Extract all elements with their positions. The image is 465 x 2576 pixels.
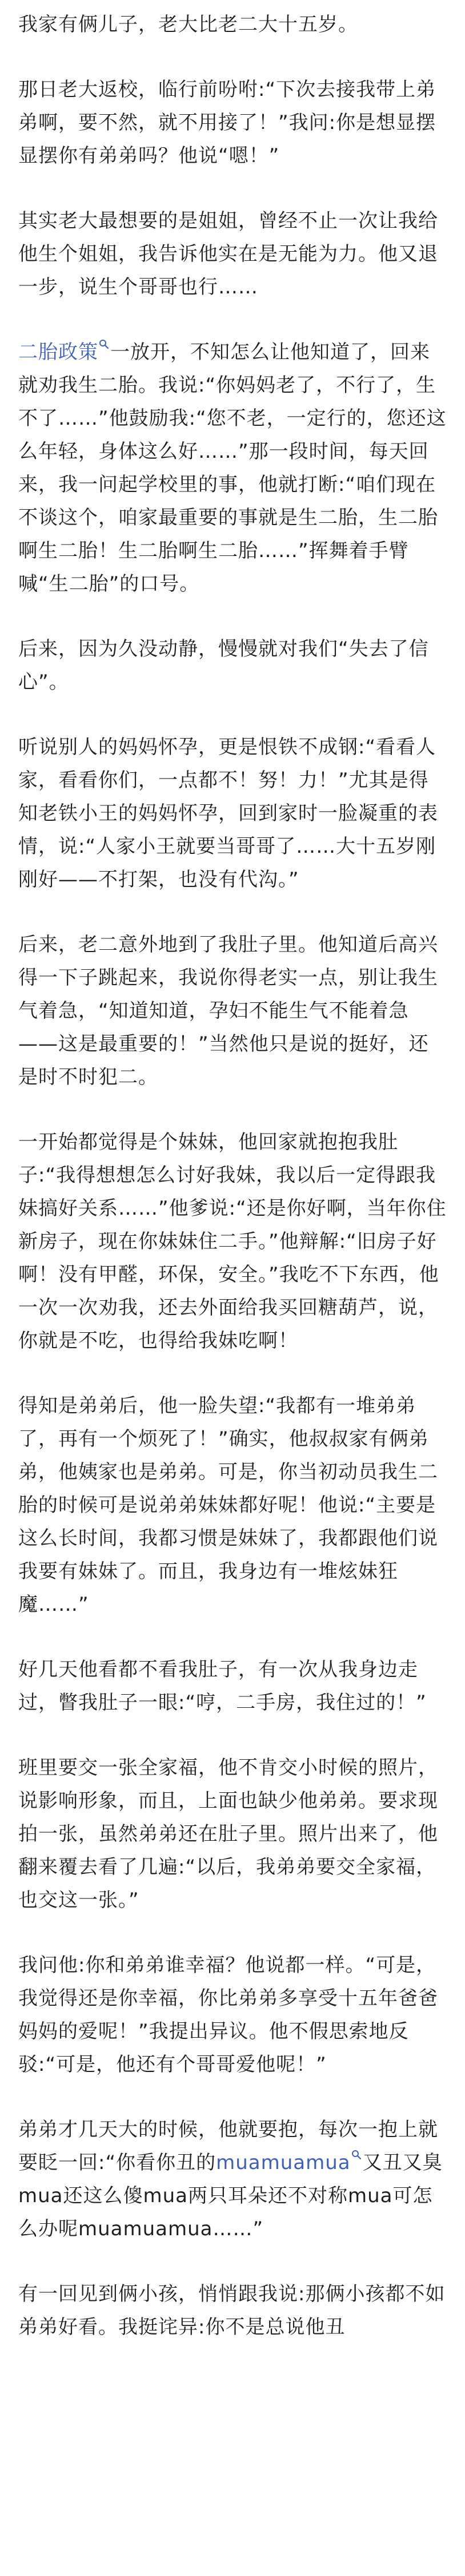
paragraph-text: 又丑又臭mua还这么傻mua两只耳朵还不对称mua可怎么办呢muamuamua……” bbox=[18, 2151, 443, 2240]
paragraph-3 bbox=[18, 204, 447, 304]
paragraph-text: 一放开，不知怎么让他知道了，回来就劝我生二胎。我说:“你妈妈老了，不行了，生不了……”他鼓励我:“您不老，一定行的，您还这么年轻，身体这么好……”那一段时间，每天回来，我一问起学校里的事，他就打断:“咱们现在不谈这个，咱家最重要的事就是生二胎，生二胎啊生二胎！生二胎啊生二胎……”挥舞着手臂喊“生二胎”的口号。 bbox=[18, 341, 447, 595]
paragraph-text: 弟弟才几天大的时候，他就要抱，每次一抱上就要眨一回:“你看你丑的 bbox=[18, 2118, 438, 2174]
keyword-link-muamuamua[interactable]: muamuamua bbox=[216, 2151, 351, 2174]
paragraph-5 bbox=[18, 632, 447, 699]
paragraph-8 bbox=[18, 1126, 447, 1357]
paragraph-7 bbox=[18, 928, 447, 1094]
paragraph-9 bbox=[18, 1389, 447, 1621]
paragraph-13 bbox=[18, 2113, 447, 2246]
paragraph-text: 后来，因为久没动静，慢慢就对我们“失去了信心”。 bbox=[18, 638, 429, 694]
paragraph-text: 我问他:你和弟弟谁幸福？他说都一样。“可是，我觉得还是你幸福，你比弟弟多享受十五年爸爸妈妈的爱呢！”我提出异议。他不假思索地反驳:“可是，他还有个哥哥爱他呢！” bbox=[18, 1954, 438, 2076]
search-icon[interactable] bbox=[99, 339, 109, 349]
paragraph-text: 其实老大最想要的是姐姐，曾经不止一次让我给他生个姐姐，我告诉他实在是无能为力。他又退一步，说生个哥哥也行…… bbox=[18, 209, 438, 299]
search-icon[interactable] bbox=[351, 2150, 362, 2160]
paragraph-2 bbox=[18, 73, 447, 172]
paragraph-12 bbox=[18, 1949, 447, 2081]
paragraph-text: 班里要交一张全家福，他不肯交小时候的照片，说影响形象，而且，上面也缺少他弟弟。要求现拍一张，虽然弟弟还在肚子里。照片出来了，他翻来覆去看了几遍:“以后，我弟弟要交全家福，也交这一张。” bbox=[18, 1756, 438, 1912]
paragraph-10 bbox=[18, 1653, 447, 1719]
paragraph-14 bbox=[18, 2277, 447, 2344]
paragraph-text: 一开始都觉得是个妹妹，他回家就抱抱我肚子:“我得想想怎么讨好我妹，我以后一定得跟我妹搞好关系……”他爹说:“还是你好啊，当年你住新房子，现在你妹妹住二手。”他辩解:“旧房子好啊！没有甲醛，环保，安全。”我吃不下东西，他一次一次劝我，还去外面给我买回糖葫芦，说，你就是不吃，也得给我妹吃啊！ bbox=[18, 1131, 447, 1352]
paragraph-text: 听说别人的妈妈怀孕，更是恨铁不成钢:“看看人家，看看你们，一点都不！努！力！”尤其是得知老铁小王的妈妈怀孕，回到家时一脸凝重的表情，说:“人家小王就要当哥哥了……大十五岁刚刚好——不打架，也没有代沟。” bbox=[18, 736, 438, 891]
paragraph-4 bbox=[18, 336, 447, 600]
paragraph-text: 有一回见到俩小孩，悄悄跟我说:那俩小孩都不如弟弟好看。我挺诧异:你不是总说他丑 bbox=[18, 2283, 446, 2339]
paragraph-1 bbox=[18, 8, 447, 41]
paragraph-text: 那日老大返校，临行前吩咐:“下次去接我带上弟弟啊，要不然，就不用接了！”我问:你是想显摆显摆你有弟弟吗？他说“嗯！” bbox=[18, 78, 436, 167]
keyword-link-second-child-policy[interactable]: 二胎政策 bbox=[18, 341, 98, 364]
paragraph-text: 得知是弟弟后，他一脸失望:“我都有一堆弟弟了，再有一个烦死了！”确实，他叔叔家有俩弟弟，他姨家也是弟弟。可是，你当初动员我生二胎的时候可是说弟弟妹妹都好呢！他说:“主要是这么长时间，我都习惯是妹妹了，我都跟他们说我要有妹妹了。而且，我身边有一堆炫妹狂魔……” bbox=[18, 1394, 438, 1616]
paragraph-text: 后来，老二意外地到了我肚子里。他知道后高兴得一下子跳起来，我说你得老实一点，别让我生气着急，“知道知道，孕妇不能生气不能着急——这是最重要的！”当然他只是说的挺好，还是时不时犯二。 bbox=[18, 933, 438, 1089]
paragraph-text: 好几天他看都不看我肚子，有一次从我身边走过，瞥我肚子一眼:“哼，二手房，我住过的！” bbox=[18, 1658, 427, 1714]
paragraph-11 bbox=[18, 1751, 447, 1917]
paragraph-text: 我家有俩儿子，老大比老二大十五岁。 bbox=[18, 13, 358, 36]
paragraph-6 bbox=[18, 731, 447, 896]
